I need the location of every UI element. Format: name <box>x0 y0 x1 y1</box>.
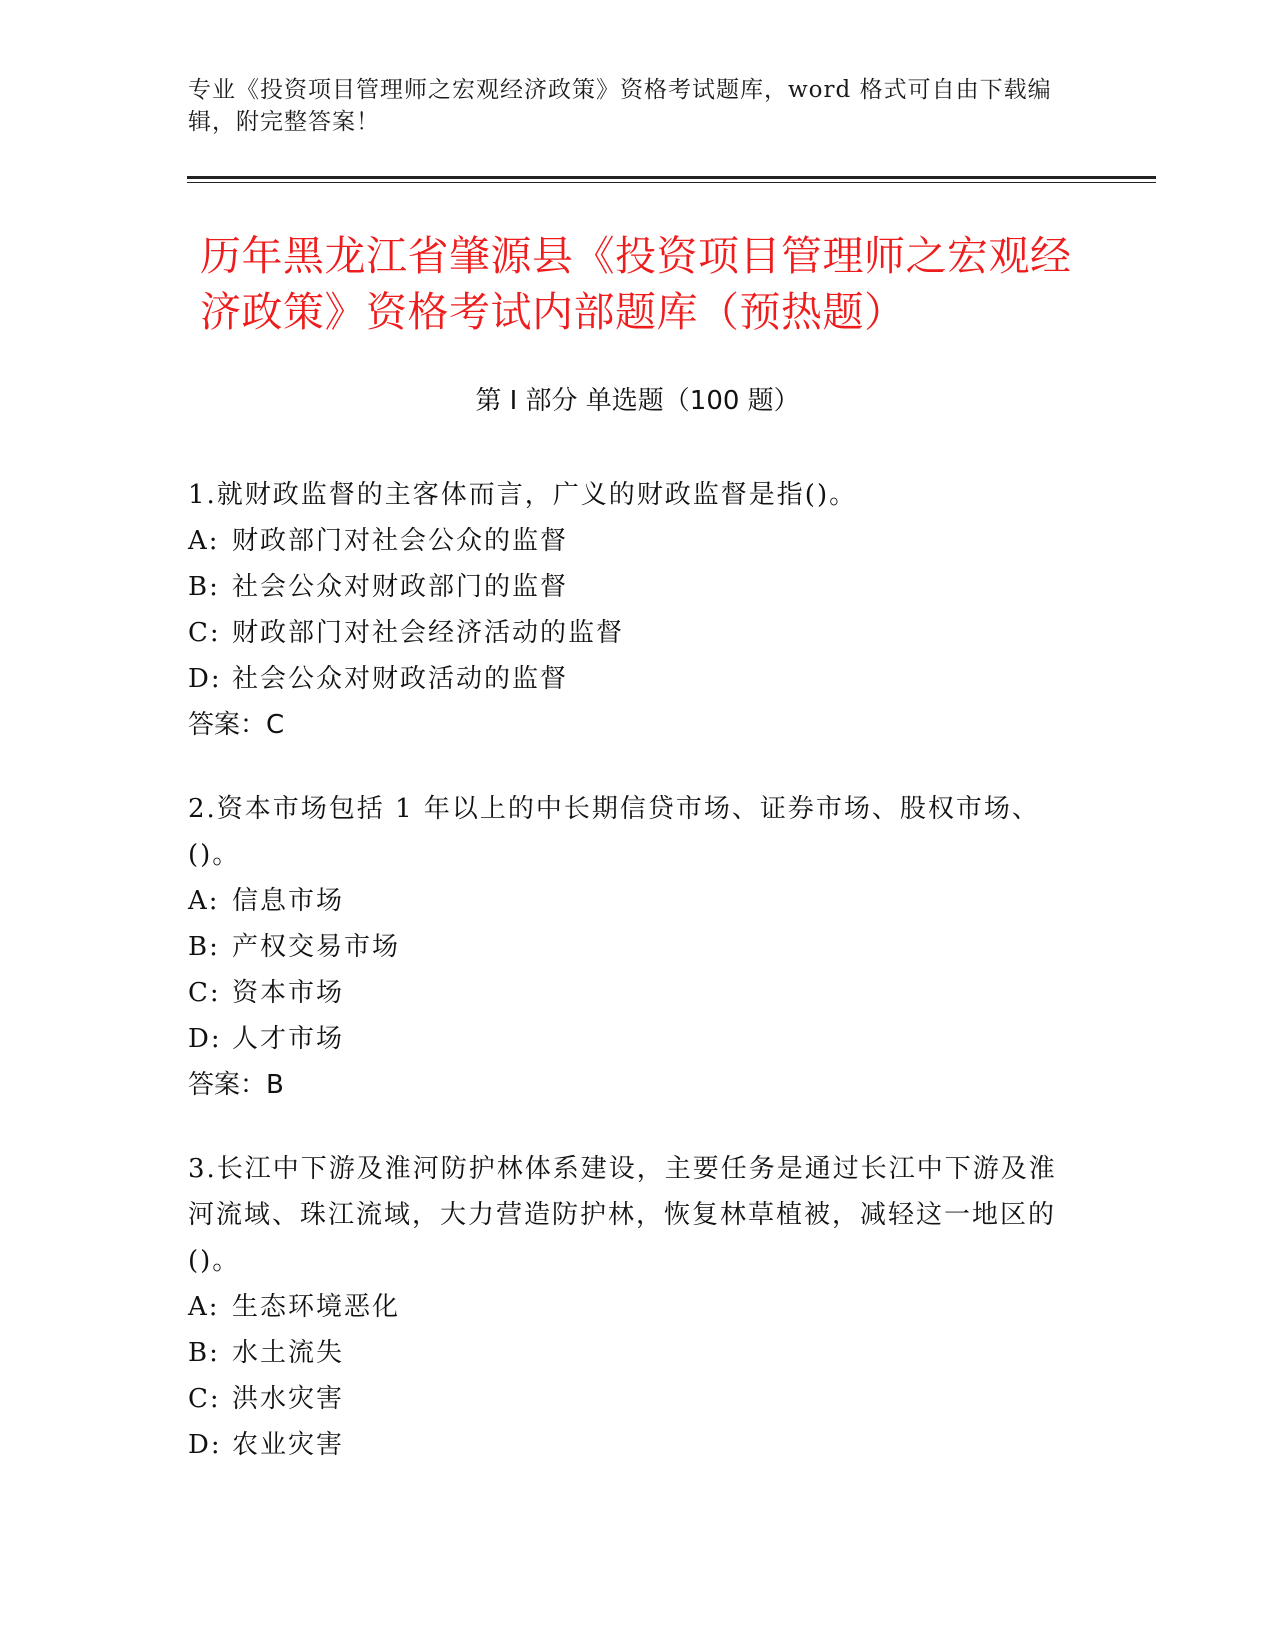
option-text: 资本市场 <box>232 978 345 1008</box>
option-a <box>188 518 1068 564</box>
answer: 答案：B <box>188 1070 284 1100</box>
option-key: C: <box>188 618 221 648</box>
option-key: B: <box>188 932 220 962</box>
option-d <box>188 1016 1068 1062</box>
option-c <box>188 970 1068 1016</box>
option-key: B: <box>188 572 220 602</box>
option-text: 洪水灾害 <box>232 1384 345 1414</box>
option-text: 生态环境恶化 <box>232 1292 401 1322</box>
header-rule-thick <box>187 176 1156 179</box>
option-text: 产权交易市场 <box>232 932 401 962</box>
option-text: 财政部门对社会公众的监督 <box>232 526 569 556</box>
question-stem: 2.资本市场包括 1 年以上的中长期信贷市场、证券市场、股权市场、()。 <box>188 794 1040 870</box>
option-text: 农业灾害 <box>232 1430 345 1460</box>
question-1 <box>188 472 1068 748</box>
option-c <box>188 1376 1068 1422</box>
header-note: 专业《投资项目管理师之宏观经济政策》资格考试题库，word 格式可自由下载编辑，附完整答案！ <box>188 77 1052 135</box>
option-text: 财政部门对社会经济活动的监督 <box>232 618 625 648</box>
option-key: A: <box>188 526 220 556</box>
option-key: A: <box>188 1292 220 1322</box>
option-text: 水土流失 <box>232 1338 345 1368</box>
option-text: 社会公众对财政部门的监督 <box>232 572 569 602</box>
option-key: D: <box>188 1024 222 1054</box>
question-3 <box>188 1146 1068 1468</box>
option-key: D: <box>188 1430 222 1460</box>
option-key: C: <box>188 1384 221 1414</box>
question-list <box>188 472 1068 1506</box>
option-a <box>188 878 1068 924</box>
option-d <box>188 1422 1068 1468</box>
header-rule-thin <box>187 182 1156 183</box>
document-title: 历年黑龙江省肇源县《投资项目管理师之宏观经济政策》资格考试内部题库（预热题） <box>200 232 1072 336</box>
option-key: C: <box>188 978 221 1008</box>
question-2 <box>188 786 1068 1108</box>
option-b <box>188 924 1068 970</box>
question-stem: 1.就财政监督的主客体而言，广义的财政监督是指()。 <box>188 480 858 510</box>
option-key: A: <box>188 886 220 916</box>
option-text: 人才市场 <box>232 1024 345 1054</box>
option-d <box>188 656 1068 702</box>
option-key: B: <box>188 1338 220 1368</box>
answer: 答案：C <box>188 710 285 740</box>
option-text: 社会公众对财政活动的监督 <box>232 664 569 694</box>
question-stem: 3.长江中下游及淮河防护林体系建设，主要任务是通过长江中下游及淮河流域、珠江流域，大力营造防护林，恢复林草植被，减轻这一地区的()。 <box>188 1154 1057 1276</box>
option-c <box>188 610 1068 656</box>
option-key: D: <box>188 664 222 694</box>
option-a <box>188 1284 1068 1330</box>
option-b <box>188 564 1068 610</box>
option-b <box>188 1330 1068 1376</box>
section-title: 第 I 部分 单选题（100 题） <box>475 386 800 416</box>
option-text: 信息市场 <box>232 886 345 916</box>
